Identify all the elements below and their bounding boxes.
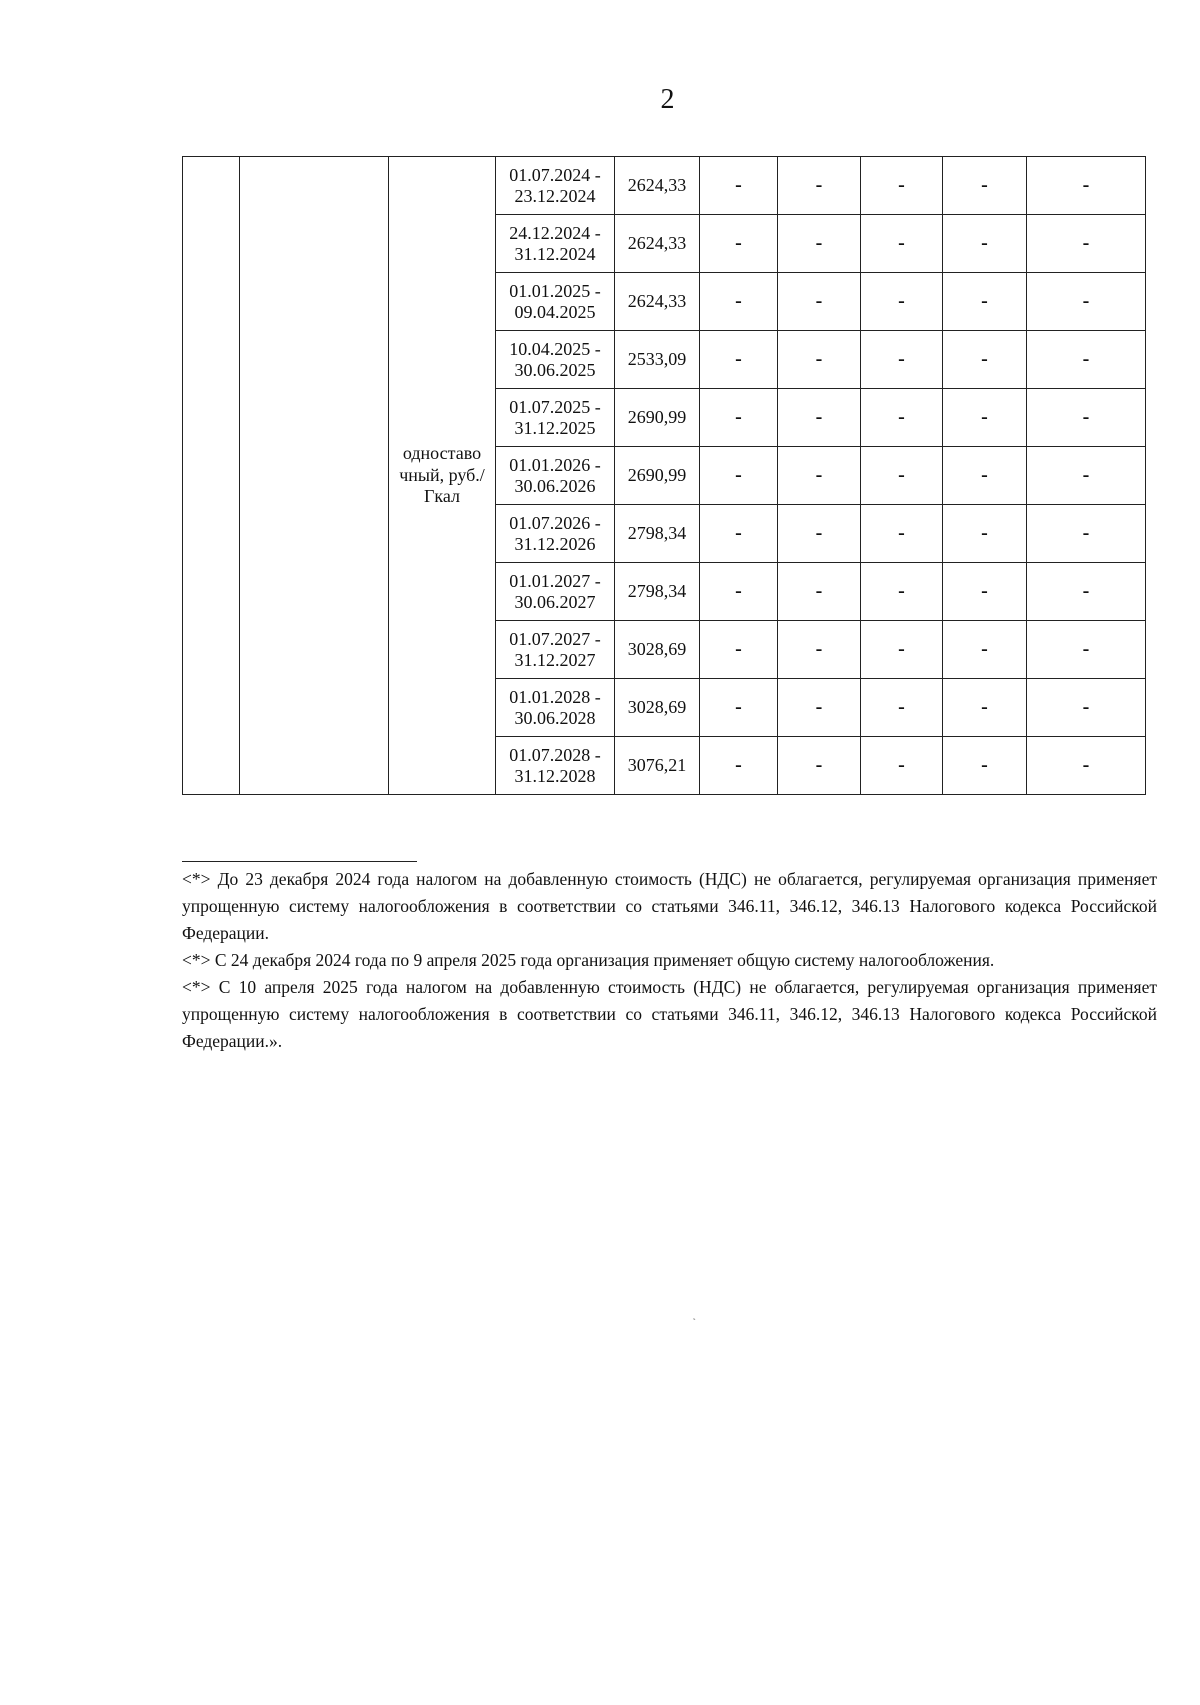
empty-value-cell: - <box>861 621 943 679</box>
period-cell: 01.07.2024 - 23.12.2024 <box>496 157 615 215</box>
empty-value-cell: - <box>943 621 1027 679</box>
tariff-value-cell: 2624,33 <box>615 273 700 331</box>
period-cell: 01.07.2026 - 31.12.2026 <box>496 505 615 563</box>
empty-value-cell: - <box>778 389 861 447</box>
empty-value-cell: - <box>943 447 1027 505</box>
tariff-unit-cell: одноставо чный, руб./Гкал <box>389 157 496 795</box>
empty-value-cell: - <box>943 331 1027 389</box>
tariff-value-cell: 2624,33 <box>615 157 700 215</box>
page-number: 2 <box>660 84 675 115</box>
period-cell: 01.01.2028 - 30.06.2028 <box>496 679 615 737</box>
tariff-value-cell: 3076,21 <box>615 737 700 795</box>
footnote-separator <box>182 861 417 862</box>
empty-value-cell: - <box>861 157 943 215</box>
empty-value-cell: - <box>700 737 778 795</box>
empty-value-cell: - <box>861 505 943 563</box>
empty-value-cell: - <box>1027 215 1146 273</box>
empty-value-cell: - <box>1027 563 1146 621</box>
empty-value-cell: - <box>943 157 1027 215</box>
empty-value-cell: - <box>1027 505 1146 563</box>
scan-mark: ˛ <box>693 1310 696 1320</box>
empty-value-cell: - <box>778 563 861 621</box>
empty-value-cell: - <box>861 737 943 795</box>
empty-value-cell: - <box>700 505 778 563</box>
period-cell: 01.07.2025 - 31.12.2025 <box>496 389 615 447</box>
footnote: <*> С 24 декабря 2024 года по 9 апреля 2025 года организация применяет общую систему налогообложения. <box>182 950 995 970</box>
tariff-value-cell: 2624,33 <box>615 215 700 273</box>
empty-value-cell: - <box>700 273 778 331</box>
empty-value-cell: - <box>1027 389 1146 447</box>
tariff-table-body <box>183 157 1146 795</box>
footnote: <*> До 23 декабря 2024 года налогом на добавленную стоимость (НДС) не облагается, регулируемая организация применяет упрощенную систему налогообложения в соответствии со статьями 346.11, 346.12, 346.13 Налогового кодекса Российской Федерации. <box>182 869 1157 943</box>
empty-value-cell: - <box>778 737 861 795</box>
empty-value-cell: - <box>778 215 861 273</box>
empty-value-cell: - <box>700 621 778 679</box>
empty-value-cell: - <box>1027 157 1146 215</box>
period-cell: 01.01.2026 - 30.06.2026 <box>496 447 615 505</box>
period-cell: 01.01.2025 - 09.04.2025 <box>496 273 615 331</box>
footnotes <box>182 866 1157 1055</box>
empty-value-cell: - <box>1027 621 1146 679</box>
empty-value-cell: - <box>778 505 861 563</box>
period-cell: 01.07.2027 - 31.12.2027 <box>496 621 615 679</box>
empty-value-cell: - <box>861 215 943 273</box>
tariff-value-cell: 3028,69 <box>615 621 700 679</box>
empty-value-cell: - <box>943 737 1027 795</box>
empty-value-cell: - <box>943 505 1027 563</box>
tariff-value-cell: 2798,34 <box>615 563 700 621</box>
empty-value-cell: - <box>1027 331 1146 389</box>
tariff-value-cell: 2533,09 <box>615 331 700 389</box>
empty-value-cell: - <box>861 679 943 737</box>
tariff-value-cell: 3028,69 <box>615 679 700 737</box>
empty-value-cell: - <box>778 331 861 389</box>
empty-value-cell: - <box>700 447 778 505</box>
blank-cell-2 <box>240 157 389 795</box>
empty-value-cell: - <box>700 563 778 621</box>
empty-value-cell: - <box>778 157 861 215</box>
empty-value-cell: - <box>943 215 1027 273</box>
period-cell: 24.12.2024 - 31.12.2024 <box>496 215 615 273</box>
tariff-value-cell: 2690,99 <box>615 447 700 505</box>
empty-value-cell: - <box>700 157 778 215</box>
tariff-value-cell: 2798,34 <box>615 505 700 563</box>
empty-value-cell: - <box>778 273 861 331</box>
empty-value-cell: - <box>700 389 778 447</box>
empty-value-cell: - <box>943 563 1027 621</box>
empty-value-cell: - <box>1027 447 1146 505</box>
period-cell: 01.07.2028 - 31.12.2028 <box>496 737 615 795</box>
empty-value-cell: - <box>861 389 943 447</box>
blank-cell-1 <box>183 157 240 795</box>
empty-value-cell: - <box>1027 273 1146 331</box>
empty-value-cell: - <box>861 331 943 389</box>
empty-value-cell: - <box>943 679 1027 737</box>
empty-value-cell: - <box>861 563 943 621</box>
tariff-value-cell: 2690,99 <box>615 389 700 447</box>
empty-value-cell: - <box>1027 679 1146 737</box>
table-row <box>183 157 1146 215</box>
empty-value-cell: - <box>943 273 1027 331</box>
empty-value-cell: - <box>861 447 943 505</box>
empty-value-cell: - <box>700 215 778 273</box>
empty-value-cell: - <box>778 447 861 505</box>
tariff-table <box>182 156 1146 795</box>
empty-value-cell: - <box>700 679 778 737</box>
period-cell: 10.04.2025 - 30.06.2025 <box>496 331 615 389</box>
empty-value-cell: - <box>943 389 1027 447</box>
footnote: <*> С 10 апреля 2025 года налогом на добавленную стоимость (НДС) не облагается, регулируемая организация применяет упрощенную систему налогообложения в соответствии со статьями 346.11, 346.12, 346.13 Налогового кодекса Российской Федерации.». <box>182 977 1157 1051</box>
empty-value-cell: - <box>1027 737 1146 795</box>
empty-value-cell: - <box>778 621 861 679</box>
empty-value-cell: - <box>700 331 778 389</box>
period-cell: 01.01.2027 - 30.06.2027 <box>496 563 615 621</box>
empty-value-cell: - <box>861 273 943 331</box>
empty-value-cell: - <box>778 679 861 737</box>
